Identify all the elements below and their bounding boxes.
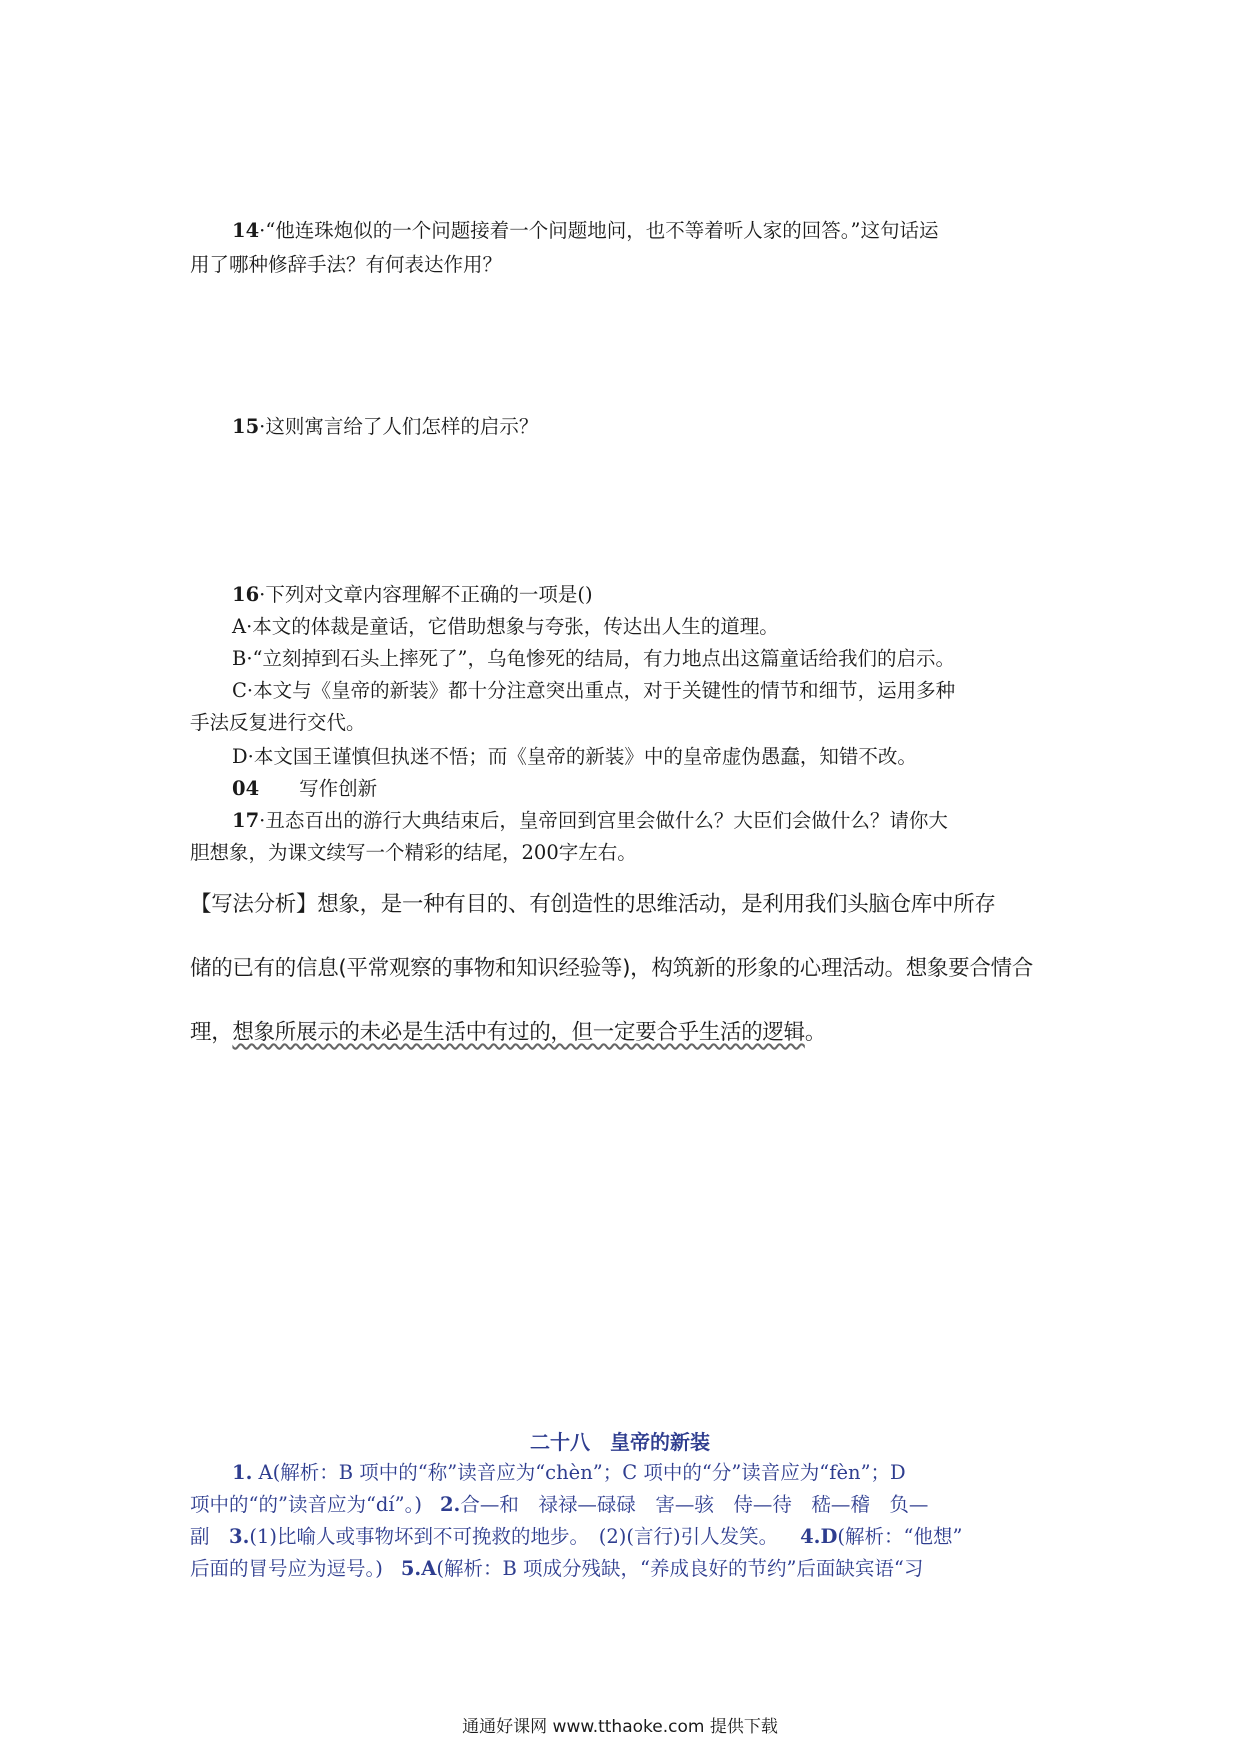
analysis-line1: 【写法分析】想象，是一种有目的、有创造性的思维活动，是利用我们头脑仓库中所存 [190, 892, 996, 917]
q15-text: ·这则寓言给了人们怎样的启示？ [259, 415, 539, 438]
section-number: 04 [232, 777, 260, 800]
q14-text: ·“他连珠炮似的一个问题接着一个问题地问，也不等着听人家的回答。”这句话运 [259, 219, 939, 242]
q14-number: 14 [232, 219, 260, 242]
q16-line [232, 580, 593, 610]
answer-1-text-cont: 项中的“的”读音应为“dí”。) [190, 1493, 422, 1516]
analysis-line2: 储的已有的信息(平常观察的事物和知识经验等)，构筑新的形象的心理活动。想象要合情合 [190, 956, 1033, 981]
answers-line1 [232, 1458, 906, 1488]
q16-option-d: D·本文国王谨慎但执迷不悟；而《皇帝的新装》中的皇帝虚伪愚蠢，知错不改。 [232, 745, 917, 768]
answer-1-number: 1. [232, 1461, 253, 1484]
analysis-line3-end: 。 [804, 1020, 827, 1045]
q17-line1 [232, 806, 948, 836]
answer-2-text: 合—和 禄禄—碌碌 害—骇 侍—待 嵇—稽 负— [460, 1493, 929, 1516]
answers-line2 [190, 1490, 928, 1520]
analysis-line3 [190, 1018, 826, 1048]
q15-number: 15 [232, 415, 260, 438]
answer-2-number: 2. [439, 1493, 461, 1516]
q16-option-a: A·本文的体裁是童话，它借助想象与夸张，传达出人生的道理。 [232, 615, 779, 638]
q15-line [232, 412, 538, 442]
answers-line3 [190, 1522, 962, 1552]
q16-option-c-line2: 手法反复进行交代。 [190, 711, 366, 734]
analysis-line3-start: 理， [190, 1020, 233, 1045]
answer-2-text-cont: 副 [190, 1525, 230, 1548]
analysis-underlined-text: 想象所展示的未必是生活中有过的，但一定要合乎生活的逻辑 [232, 1020, 805, 1045]
answer-1-text: A(解析：B 项中的“称”读音应为“chèn”；C 项中的“分”读音应为“fèn”；D [252, 1461, 906, 1484]
q16-option-b: B·“立刻掉到石头上摔死了”，乌龟惨死的结局，有力地点出这篇童话给我们的启示。 [232, 647, 955, 670]
q16-number: 16 [232, 583, 260, 606]
q17-text: ·丑态百出的游行大典结束后，皇帝回到宫里会做什么？大臣们会做什么？请你大 [259, 809, 948, 832]
q16-option-c-line1: C·本文与《皇帝的新装》都十分注意突出重点，对于关键性的情节和细节，运用多种 [232, 679, 956, 702]
q17-number: 17 [232, 809, 260, 832]
q17-line2: 胆想象，为课文续写一个精彩的结尾，200字左右。 [190, 841, 637, 864]
answer-5-text: (解析：B 项成分残缺，“养成良好的节约”后面缺宾语“习 [436, 1557, 924, 1580]
answer-3-text: (1)比喻人或事物坏到不可挽救的地步。 (2)(言行)引人发笑。 [249, 1525, 779, 1548]
q14-line2: 用了哪种修辞手法？有何表达作用？ [190, 253, 503, 276]
q14-line1 [232, 216, 939, 246]
answers-title: 二十八 皇帝的新装 [530, 1430, 710, 1454]
section-heading [232, 774, 377, 804]
answer-3-number: 3. [229, 1525, 250, 1548]
answer-4-number: 4.D [800, 1525, 838, 1548]
answer-4-text: (解析：“他想” [837, 1525, 963, 1548]
answer-4-text-cont: 后面的冒号应为逗号。) [190, 1557, 383, 1580]
answers-line4 [190, 1554, 923, 1584]
section-title: 写作创新 [299, 777, 378, 800]
page-footer: 通通好课网 www.tthaoke.com 提供下载 [462, 1717, 778, 1737]
answer-5-number: 5.A [400, 1557, 437, 1580]
q16-text: ·下列对文章内容理解不正确的一项是() [259, 583, 593, 606]
